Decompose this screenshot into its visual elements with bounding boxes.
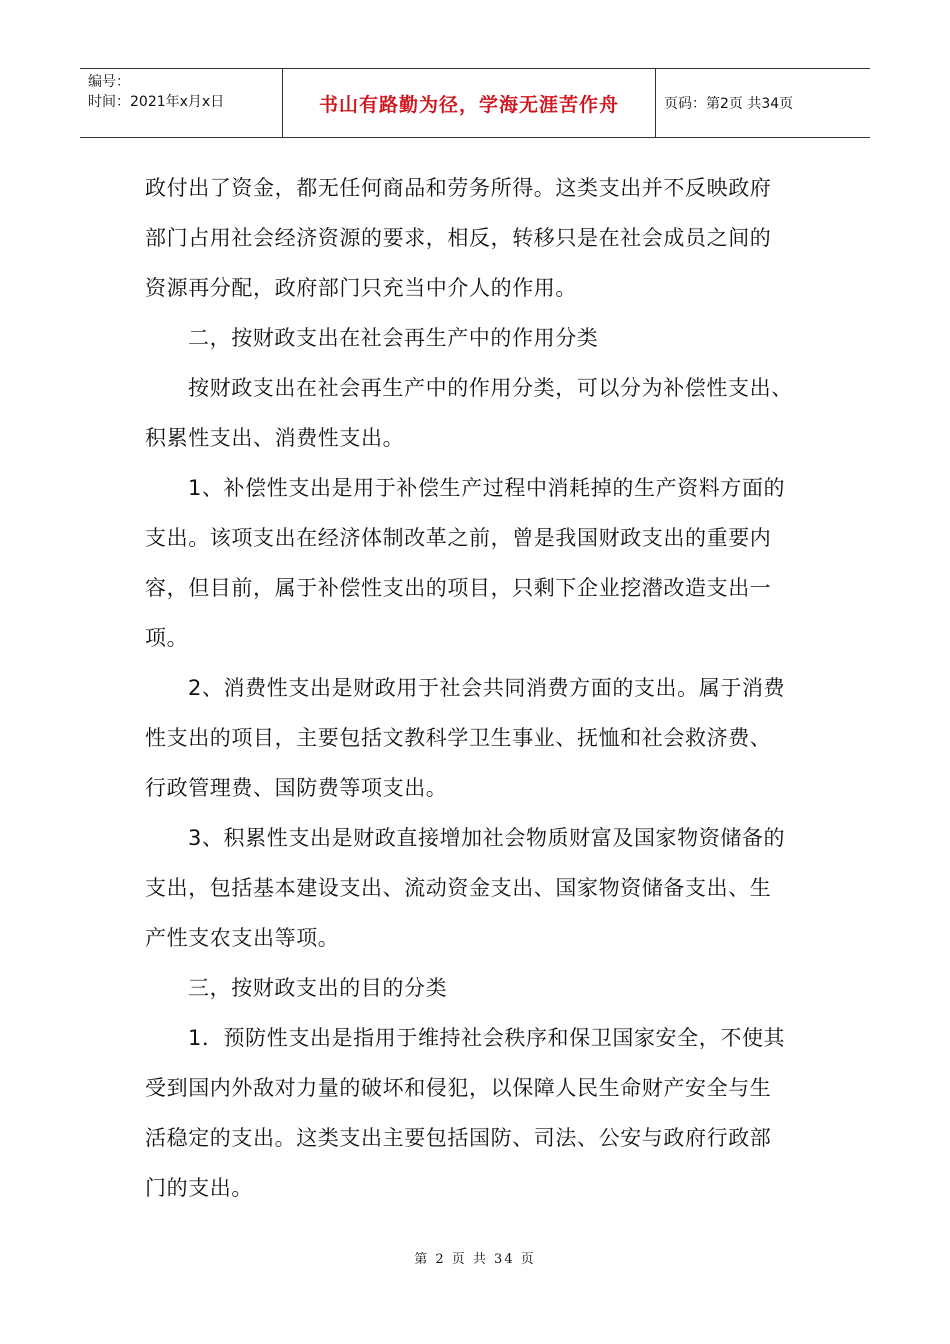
header-motto: 书山有路勤为径，学海无涯苦作舟 [318, 93, 619, 116]
header-page-info: 页码：第2页 共34页 [664, 96, 794, 112]
body-line: 1、补偿性支出是用于补偿生产过程中消耗掉的生产资料方面的 [188, 476, 786, 500]
body-line: 2、消费性支出是财政用于社会共同消费方面的支出。属于消费 [188, 676, 786, 700]
body-line: 产性支农支出等项。 [145, 926, 340, 950]
body-line: 容，但目前，属于补偿性支出的项目，只剩下企业挖潜改造支出一 [145, 576, 772, 600]
body-line: 1．预防性支出是指用于维持社会秩序和保卫国家安全，不使其 [188, 1026, 786, 1050]
document-number-label: 编号： [88, 74, 130, 90]
header-page-cell [656, 69, 870, 137]
body-line: 支出，包括基本建设支出、流动资金支出、国家物资储备支出、生 [145, 876, 772, 900]
header-motto-cell [283, 69, 656, 137]
page-header [80, 68, 870, 138]
body-line: 按财政支出在社会再生产中的作用分类，可以分为补偿性支出、 [188, 376, 793, 400]
body-line: 性支出的项目，主要包括文教科学卫生事业、抚恤和社会救济费、 [145, 726, 772, 750]
header-info-cell [80, 69, 283, 137]
body-line: 3、积累性支出是财政直接增加社会物质财富及国家物资储备的 [188, 826, 786, 850]
body-line: 门的支出。 [145, 1176, 253, 1200]
body-line: 行政管理费、国防费等项支出。 [145, 776, 448, 800]
body-line: 政付出了资金，都无任何商品和劳务所得。这类支出并不反映政府 [145, 176, 772, 200]
body-line: 项。 [145, 626, 189, 650]
section-heading: 二，按财政支出在社会再生产中的作用分类 [188, 326, 599, 350]
body-line: 支出。该项支出在经济体制改革之前，曾是我国财政支出的重要内 [145, 526, 772, 550]
body-line: 部门占用社会经济资源的要求，相反，转移只是在社会成员之间的 [145, 226, 772, 250]
body-line: 受到国内外敌对力量的破坏和侵犯，以保障人民生命财产安全与生 [145, 1076, 772, 1100]
body-line: 活稳定的支出。这类支出主要包括国防、司法、公安与政府行政部 [145, 1126, 772, 1150]
body-line: 积累性支出、消费性支出。 [145, 426, 405, 450]
section-heading: 三，按财政支出的目的分类 [188, 976, 448, 1000]
document-date-label: 时间：2021年x月x日 [88, 94, 225, 110]
body-line: 资源再分配，政府部门只充当中介人的作用。 [145, 276, 577, 300]
page-footer: 第 2 页 共 34 页 [414, 1252, 536, 1267]
